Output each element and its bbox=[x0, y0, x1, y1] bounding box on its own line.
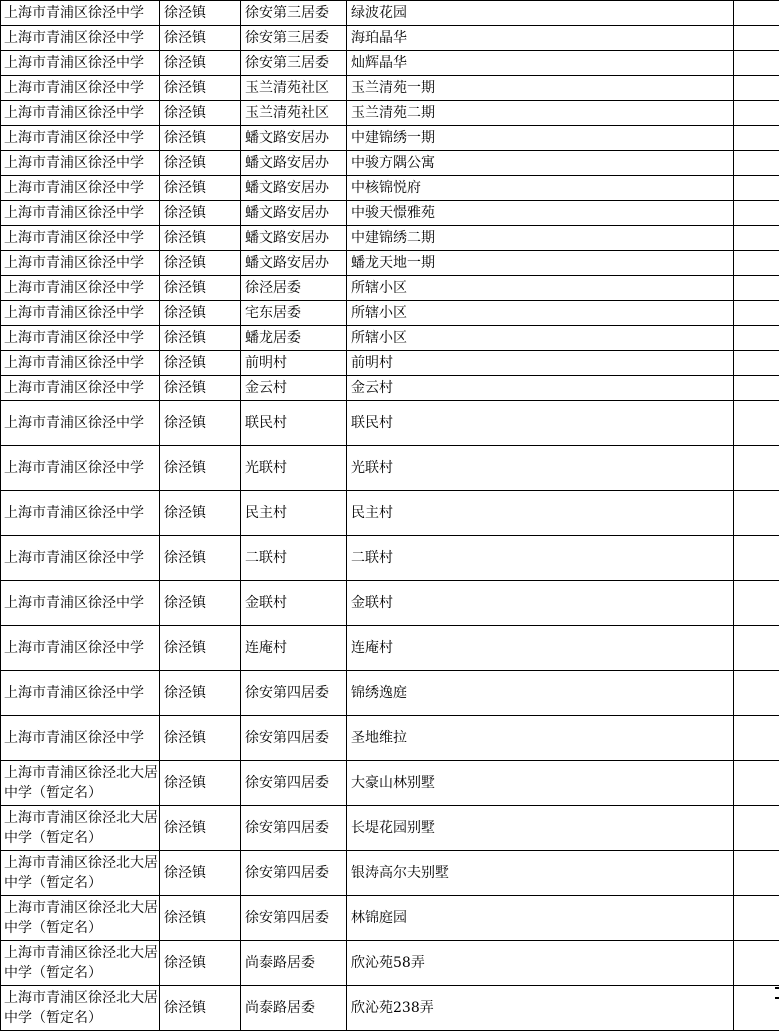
table-row bbox=[1, 716, 779, 761]
community-cell: 蟠龙天地一期 bbox=[347, 251, 734, 276]
school-cell: 上海市青浦区徐泾中学 bbox=[1, 376, 160, 401]
town-cell: 徐泾镇 bbox=[160, 626, 241, 671]
empty-cell bbox=[734, 941, 779, 986]
town-cell: 徐泾镇 bbox=[160, 446, 241, 491]
empty-cell bbox=[734, 1, 779, 26]
committee-cell: 蟠文路安居办 bbox=[241, 126, 347, 151]
empty-cell bbox=[734, 671, 779, 716]
community-cell: 金云村 bbox=[347, 376, 734, 401]
school-cell: 上海市青浦区徐泾中学 bbox=[1, 536, 160, 581]
table-row bbox=[1, 326, 779, 351]
community-cell: 中骏方隅公寓 bbox=[347, 151, 734, 176]
committee-cell: 联民村 bbox=[241, 401, 347, 446]
school-cell: 上海市青浦区徐泾中学 bbox=[1, 276, 160, 301]
community-cell: 长堤花园别墅 bbox=[347, 806, 734, 851]
committee-cell: 蟠文路安居办 bbox=[241, 226, 347, 251]
committee-cell: 徐安第三居委 bbox=[241, 1, 347, 26]
empty-cell bbox=[734, 226, 779, 251]
empty-cell bbox=[734, 376, 779, 401]
school-cell: 上海市青浦区徐泾中学 bbox=[1, 126, 160, 151]
empty-cell bbox=[734, 51, 779, 76]
school-cell: 上海市青浦区徐泾中学 bbox=[1, 351, 160, 376]
committee-cell: 蟠文路安居办 bbox=[241, 151, 347, 176]
school-cell: 上海市青浦区徐泾中学 bbox=[1, 201, 160, 226]
empty-cell bbox=[734, 326, 779, 351]
empty-cell bbox=[734, 446, 779, 491]
town-cell: 徐泾镇 bbox=[160, 76, 241, 101]
table-row bbox=[1, 761, 779, 806]
school-cell: 上海市青浦区徐泾中学 bbox=[1, 76, 160, 101]
table-row bbox=[1, 51, 779, 76]
table-row bbox=[1, 896, 779, 941]
committee-cell: 前明村 bbox=[241, 351, 347, 376]
school-cell: 上海市青浦区徐泾中学 bbox=[1, 326, 160, 351]
town-cell: 徐泾镇 bbox=[160, 351, 241, 376]
empty-cell bbox=[734, 101, 779, 126]
edge-tick bbox=[775, 997, 779, 999]
empty-cell bbox=[734, 716, 779, 761]
table-row bbox=[1, 941, 779, 986]
community-cell: 中骏天憬雅苑 bbox=[347, 201, 734, 226]
committee-cell: 徐安第四居委 bbox=[241, 896, 347, 941]
community-cell: 欣沁苑238弄 bbox=[347, 986, 734, 1031]
table-row bbox=[1, 626, 779, 671]
community-cell: 大豪山林别墅 bbox=[347, 761, 734, 806]
community-cell: 锦绣逸庭 bbox=[347, 671, 734, 716]
community-cell: 民主村 bbox=[347, 491, 734, 536]
committee-cell: 徐安第三居委 bbox=[241, 51, 347, 76]
empty-cell bbox=[734, 276, 779, 301]
school-cell: 上海市青浦区徐泾北大居中学（暂定名） bbox=[1, 896, 160, 941]
town-cell: 徐泾镇 bbox=[160, 51, 241, 76]
empty-cell bbox=[734, 761, 779, 806]
town-cell: 徐泾镇 bbox=[160, 851, 241, 896]
committee-cell: 蟠文路安居办 bbox=[241, 176, 347, 201]
community-cell: 所辖小区 bbox=[347, 276, 734, 301]
school-cell: 上海市青浦区徐泾北大居中学（暂定名） bbox=[1, 986, 160, 1031]
community-cell: 光联村 bbox=[347, 446, 734, 491]
community-cell: 林锦庭园 bbox=[347, 896, 734, 941]
community-cell: 银涛高尔夫别墅 bbox=[347, 851, 734, 896]
town-cell: 徐泾镇 bbox=[160, 896, 241, 941]
committee-cell: 蟠龙居委 bbox=[241, 326, 347, 351]
committee-cell: 徐安第四居委 bbox=[241, 761, 347, 806]
school-cell: 上海市青浦区徐泾中学 bbox=[1, 401, 160, 446]
empty-cell bbox=[734, 351, 779, 376]
community-cell: 所辖小区 bbox=[347, 301, 734, 326]
table-row bbox=[1, 491, 779, 536]
committee-cell: 徐安第四居委 bbox=[241, 806, 347, 851]
table-row bbox=[1, 176, 779, 201]
community-cell: 金联村 bbox=[347, 581, 734, 626]
school-cell: 上海市青浦区徐泾中学 bbox=[1, 446, 160, 491]
town-cell: 徐泾镇 bbox=[160, 986, 241, 1031]
town-cell: 徐泾镇 bbox=[160, 716, 241, 761]
town-cell: 徐泾镇 bbox=[160, 101, 241, 126]
empty-cell bbox=[734, 626, 779, 671]
empty-cell bbox=[734, 536, 779, 581]
table-row bbox=[1, 806, 779, 851]
community-cell: 前明村 bbox=[347, 351, 734, 376]
empty-cell bbox=[734, 251, 779, 276]
community-cell: 圣地维拉 bbox=[347, 716, 734, 761]
empty-cell bbox=[734, 581, 779, 626]
empty-cell bbox=[734, 126, 779, 151]
empty-cell bbox=[734, 401, 779, 446]
community-cell: 玉兰清苑二期 bbox=[347, 101, 734, 126]
committee-cell: 徐泾居委 bbox=[241, 276, 347, 301]
committee-cell: 玉兰清苑社区 bbox=[241, 76, 347, 101]
town-cell: 徐泾镇 bbox=[160, 326, 241, 351]
town-cell: 徐泾镇 bbox=[160, 251, 241, 276]
table-row bbox=[1, 126, 779, 151]
committee-cell: 徐安第四居委 bbox=[241, 716, 347, 761]
committee-cell: 尚泰路居委 bbox=[241, 986, 347, 1031]
committee-cell: 宅东居委 bbox=[241, 301, 347, 326]
community-cell: 绿波花园 bbox=[347, 1, 734, 26]
table-row bbox=[1, 276, 779, 301]
table-row bbox=[1, 446, 779, 491]
school-cell: 上海市青浦区徐泾中学 bbox=[1, 51, 160, 76]
community-cell: 二联村 bbox=[347, 536, 734, 581]
table-row bbox=[1, 201, 779, 226]
community-cell: 玉兰清苑一期 bbox=[347, 76, 734, 101]
community-cell: 中建锦绣二期 bbox=[347, 226, 734, 251]
school-cell: 上海市青浦区徐泾中学 bbox=[1, 491, 160, 536]
school-cell: 上海市青浦区徐泾北大居中学（暂定名） bbox=[1, 941, 160, 986]
school-cell: 上海市青浦区徐泾中学 bbox=[1, 716, 160, 761]
school-cell: 上海市青浦区徐泾中学 bbox=[1, 581, 160, 626]
committee-cell: 徐安第三居委 bbox=[241, 26, 347, 51]
empty-cell bbox=[734, 491, 779, 536]
empty-cell bbox=[734, 176, 779, 201]
empty-cell bbox=[734, 151, 779, 176]
table-row bbox=[1, 401, 779, 446]
town-cell: 徐泾镇 bbox=[160, 401, 241, 446]
school-cell: 上海市青浦区徐泾中学 bbox=[1, 151, 160, 176]
edge-tick bbox=[775, 987, 779, 989]
committee-cell: 二联村 bbox=[241, 536, 347, 581]
committee-cell: 蟠文路安居办 bbox=[241, 201, 347, 226]
school-cell: 上海市青浦区徐泾北大居中学（暂定名） bbox=[1, 851, 160, 896]
town-cell: 徐泾镇 bbox=[160, 276, 241, 301]
school-cell: 上海市青浦区徐泾中学 bbox=[1, 176, 160, 201]
empty-cell bbox=[734, 201, 779, 226]
table-row bbox=[1, 26, 779, 51]
school-cell: 上海市青浦区徐泾中学 bbox=[1, 1, 160, 26]
empty-cell bbox=[734, 806, 779, 851]
table-row bbox=[1, 301, 779, 326]
community-cell: 中核锦悦府 bbox=[347, 176, 734, 201]
empty-cell bbox=[734, 896, 779, 941]
table-row bbox=[1, 351, 779, 376]
school-cell: 上海市青浦区徐泾北大居中学（暂定名） bbox=[1, 761, 160, 806]
table-row bbox=[1, 986, 779, 1031]
committee-cell: 金联村 bbox=[241, 581, 347, 626]
town-cell: 徐泾镇 bbox=[160, 941, 241, 986]
town-cell: 徐泾镇 bbox=[160, 761, 241, 806]
school-cell: 上海市青浦区徐泾中学 bbox=[1, 626, 160, 671]
school-cell: 上海市青浦区徐泾中学 bbox=[1, 251, 160, 276]
table-row bbox=[1, 76, 779, 101]
community-cell: 连庵村 bbox=[347, 626, 734, 671]
school-cell: 上海市青浦区徐泾北大居中学（暂定名） bbox=[1, 806, 160, 851]
committee-cell: 连庵村 bbox=[241, 626, 347, 671]
school-cell: 上海市青浦区徐泾中学 bbox=[1, 301, 160, 326]
table-row bbox=[1, 851, 779, 896]
table-row bbox=[1, 101, 779, 126]
table-row bbox=[1, 671, 779, 716]
committee-cell: 光联村 bbox=[241, 446, 347, 491]
town-cell: 徐泾镇 bbox=[160, 151, 241, 176]
committee-cell: 尚泰路居委 bbox=[241, 941, 347, 986]
committee-cell: 民主村 bbox=[241, 491, 347, 536]
table-row bbox=[1, 1, 779, 26]
community-cell: 欣沁苑58弄 bbox=[347, 941, 734, 986]
town-cell: 徐泾镇 bbox=[160, 226, 241, 251]
empty-cell bbox=[734, 851, 779, 896]
school-cell: 上海市青浦区徐泾中学 bbox=[1, 671, 160, 716]
town-cell: 徐泾镇 bbox=[160, 536, 241, 581]
empty-cell bbox=[734, 986, 779, 1031]
committee-cell: 徐安第四居委 bbox=[241, 851, 347, 896]
table-row bbox=[1, 251, 779, 276]
town-cell: 徐泾镇 bbox=[160, 1, 241, 26]
town-cell: 徐泾镇 bbox=[160, 26, 241, 51]
town-cell: 徐泾镇 bbox=[160, 491, 241, 536]
community-cell: 中建锦绣一期 bbox=[347, 126, 734, 151]
empty-cell bbox=[734, 301, 779, 326]
table-row bbox=[1, 151, 779, 176]
table-body bbox=[1, 1, 779, 1031]
table-row bbox=[1, 536, 779, 581]
town-cell: 徐泾镇 bbox=[160, 126, 241, 151]
committee-cell: 蟠文路安居办 bbox=[241, 251, 347, 276]
community-cell: 海珀晶华 bbox=[347, 26, 734, 51]
table-row bbox=[1, 581, 779, 626]
town-cell: 徐泾镇 bbox=[160, 201, 241, 226]
committee-cell: 玉兰清苑社区 bbox=[241, 101, 347, 126]
community-cell: 所辖小区 bbox=[347, 326, 734, 351]
community-cell: 灿辉晶华 bbox=[347, 51, 734, 76]
town-cell: 徐泾镇 bbox=[160, 376, 241, 401]
town-cell: 徐泾镇 bbox=[160, 581, 241, 626]
town-cell: 徐泾镇 bbox=[160, 671, 241, 716]
school-cell: 上海市青浦区徐泾中学 bbox=[1, 226, 160, 251]
empty-cell bbox=[734, 26, 779, 51]
school-cell: 上海市青浦区徐泾中学 bbox=[1, 101, 160, 126]
table-row bbox=[1, 226, 779, 251]
empty-cell bbox=[734, 76, 779, 101]
committee-cell: 金云村 bbox=[241, 376, 347, 401]
town-cell: 徐泾镇 bbox=[160, 301, 241, 326]
town-cell: 徐泾镇 bbox=[160, 806, 241, 851]
committee-cell: 徐安第四居委 bbox=[241, 671, 347, 716]
table-row bbox=[1, 376, 779, 401]
town-cell: 徐泾镇 bbox=[160, 176, 241, 201]
school-cell: 上海市青浦区徐泾中学 bbox=[1, 26, 160, 51]
community-cell: 联民村 bbox=[347, 401, 734, 446]
